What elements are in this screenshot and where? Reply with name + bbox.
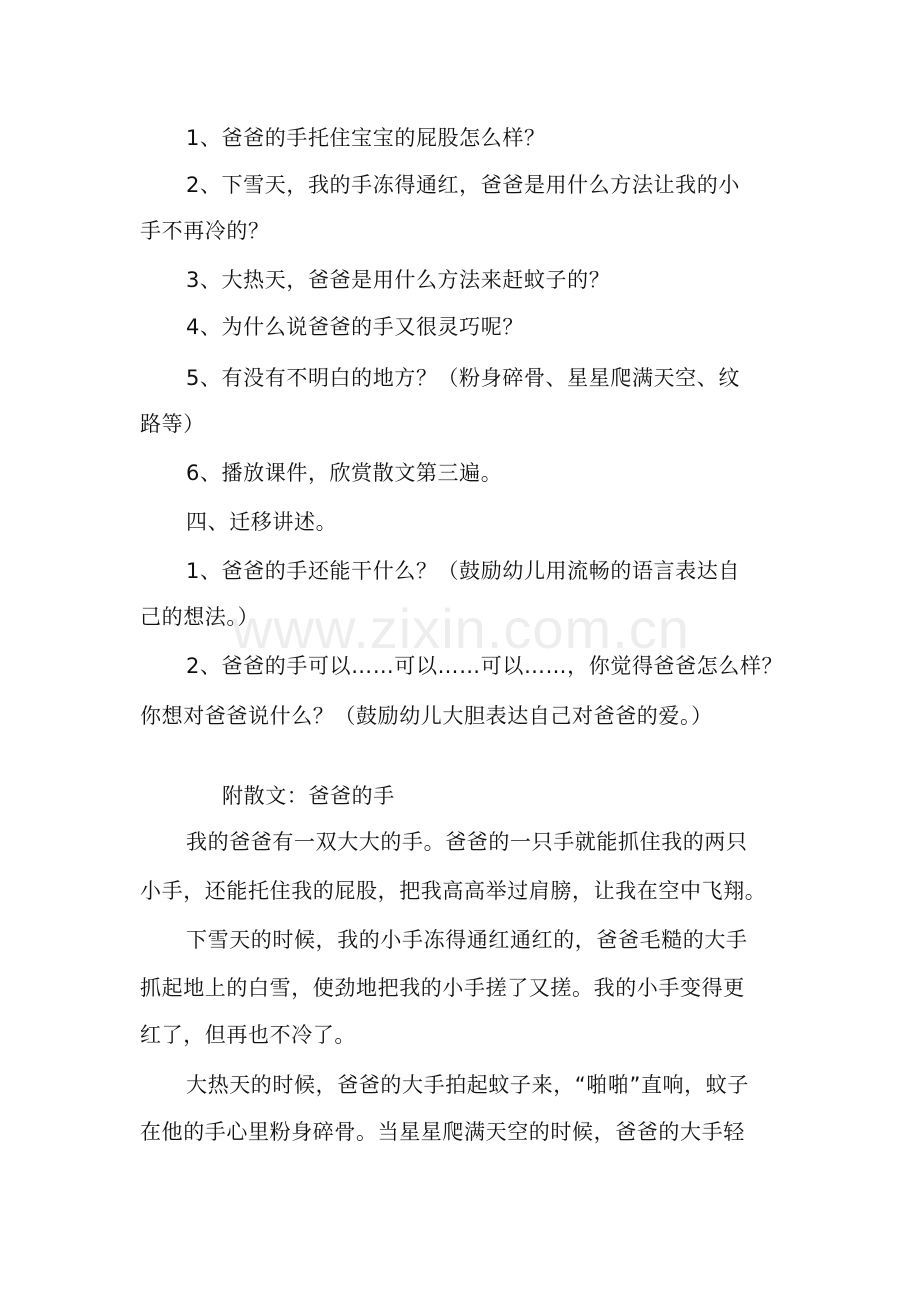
- text-line: 手不再冷的？: [140, 219, 270, 243]
- essay-title: 附散文：爸爸的手: [222, 784, 395, 808]
- text-line: 在他的手心里粉身碎骨。当星星爬满天空的时候，爸爸的大手轻: [140, 1120, 745, 1144]
- text-line: 路等）: [140, 412, 205, 436]
- text-line: 你想对爸爸说什么？（鼓励幼儿大胆表达自己对爸爸的爱。）: [140, 704, 713, 728]
- text-line: 1、爸爸的手托住宝宝的屁股怎么样？: [186, 126, 546, 150]
- text-line: 红了，但再也不冷了。: [140, 1023, 356, 1047]
- text-line: 我的爸爸有一双大大的手。爸爸的一只手就能抓住我的两只: [186, 830, 748, 854]
- text-line: 1、爸爸的手还能干什么？（鼓励幼儿用流畅的语言表达自: [186, 559, 740, 583]
- text-line: 6、播放课件，欣赏散文第三遍。: [186, 461, 503, 485]
- text-line: 抓起地上的白雪，使劲地把我的小手搓了又搓。我的小手变得更: [140, 976, 745, 1000]
- text-line: 大热天的时候，爸爸的大手拍起蚊子来，“啪啪”直响，蚊子: [186, 1073, 749, 1097]
- text-line: 小手，还能托住我的屁股，把我高高举过肩膀，让我在空中飞翔。: [140, 879, 767, 903]
- section-heading: 四、迁移讲述。: [186, 510, 338, 534]
- text-line: 3、大热天，爸爸是用什么方法来赶蚊子的？: [186, 268, 611, 292]
- text-line: 5、有没有不明白的地方？（粉身碎骨、星星爬满天空、纹: [186, 366, 740, 390]
- watermark: www.zixin.com.cn: [232, 597, 690, 660]
- text-line: 下雪天的时候，我的小手冻得通红通红的，爸爸毛糙的大手: [186, 928, 748, 952]
- text-line: 2、爸爸的手可以……可以……可以……，你觉得爸爸怎么样？: [186, 654, 784, 678]
- text-line: 己的想法。）: [140, 605, 260, 629]
- text-line: 2、下雪天，我的手冻得通红，爸爸是用什么方法让我的小: [186, 173, 740, 197]
- text-line: 4、为什么说爸爸的手又很灵巧呢？: [186, 315, 524, 339]
